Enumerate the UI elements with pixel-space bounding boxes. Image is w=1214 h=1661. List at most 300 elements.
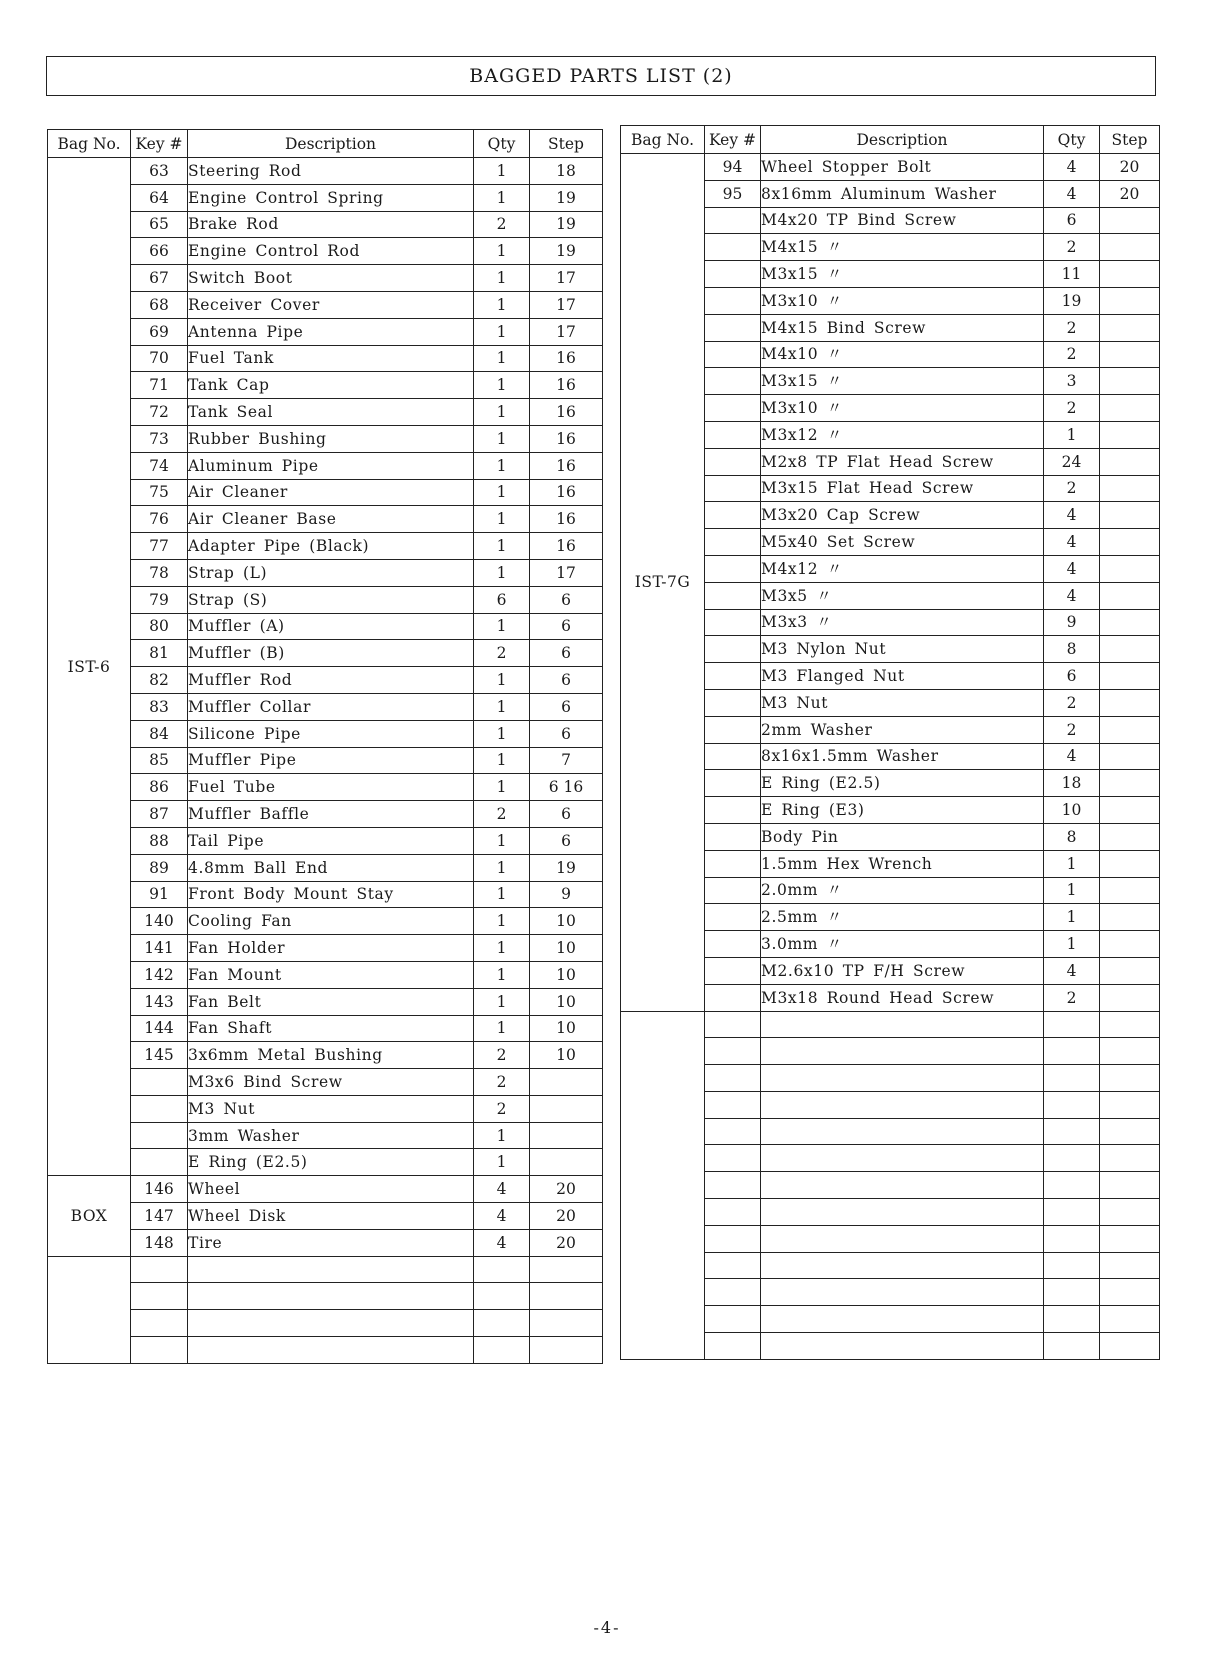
step-cell <box>1100 931 1160 958</box>
qty-cell: 1 <box>474 291 530 318</box>
description-cell: Air Cleaner <box>188 479 474 506</box>
qty-cell <box>1044 1199 1100 1226</box>
table-row <box>48 265 603 292</box>
step-cell <box>530 1337 603 1364</box>
description-cell: Cooling Fan <box>188 908 474 935</box>
description-cell: Engine Control Spring <box>188 184 474 211</box>
table-row <box>48 1095 603 1122</box>
table-row <box>48 1069 603 1096</box>
key-cell: 85 <box>131 747 188 774</box>
qty-cell <box>1044 1252 1100 1279</box>
bag-number-cell <box>48 1256 131 1363</box>
key-cell <box>705 529 761 556</box>
step-cell: 6 <box>530 827 603 854</box>
key-cell: 74 <box>131 452 188 479</box>
step-cell <box>1100 689 1160 716</box>
step-cell: 20 <box>530 1229 603 1256</box>
key-cell: 83 <box>131 693 188 720</box>
key-cell <box>705 1172 761 1199</box>
description-cell: M3x18 Round Head Screw <box>761 984 1044 1011</box>
qty-cell: 24 <box>1044 448 1100 475</box>
qty-cell: 1 <box>1044 850 1100 877</box>
qty-cell: 2 <box>474 640 530 667</box>
step-cell: 20 <box>530 1203 603 1230</box>
key-cell <box>705 904 761 931</box>
qty-cell: 2 <box>1044 395 1100 422</box>
step-cell <box>1100 609 1160 636</box>
step-cell: 10 <box>530 1042 603 1069</box>
description-cell: Strap (L) <box>188 559 474 586</box>
description-cell: 1.5mm Hex Wrench <box>761 850 1044 877</box>
table-row <box>48 211 603 238</box>
qty-cell: 1 <box>474 935 530 962</box>
key-cell <box>705 475 761 502</box>
description-cell: Antenna Pipe <box>188 318 474 345</box>
key-cell: 72 <box>131 399 188 426</box>
step-cell <box>1100 341 1160 368</box>
description-cell: Wheel Stopper Bolt <box>761 154 1044 181</box>
qty-cell <box>474 1256 530 1283</box>
step-cell: 20 <box>1100 154 1160 181</box>
description-cell: Fuel Tube <box>188 774 474 801</box>
qty-cell <box>1044 1065 1100 1092</box>
qty-cell: 6 <box>1044 207 1100 234</box>
description-cell: M3x6 Bind Screw <box>188 1069 474 1096</box>
key-cell <box>705 1091 761 1118</box>
step-cell <box>1100 1199 1160 1226</box>
step-cell <box>1100 743 1160 770</box>
key-cell: 95 <box>705 180 761 207</box>
qty-cell <box>1044 1279 1100 1306</box>
table-row <box>48 372 603 399</box>
description-cell: Tire <box>188 1229 474 1256</box>
key-cell: 64 <box>131 184 188 211</box>
qty-cell: 4 <box>474 1203 530 1230</box>
qty-cell: 9 <box>1044 609 1100 636</box>
table-row <box>48 720 603 747</box>
qty-cell: 19 <box>1044 287 1100 314</box>
parts-table-right <box>620 125 1160 1360</box>
header-step: Step <box>530 130 603 158</box>
qty-cell <box>1044 1333 1100 1360</box>
qty-cell: 1 <box>474 265 530 292</box>
step-cell <box>1100 797 1160 824</box>
step-cell: 10 <box>530 1015 603 1042</box>
step-cell <box>530 1149 603 1176</box>
step-cell: 19 <box>530 854 603 881</box>
key-cell <box>705 234 761 261</box>
description-cell: 4.8mm Ball End <box>188 854 474 881</box>
table-row <box>48 1015 603 1042</box>
description-cell <box>761 1225 1044 1252</box>
step-cell: 17 <box>530 291 603 318</box>
step-cell: 10 <box>530 908 603 935</box>
description-cell <box>761 1038 1044 1065</box>
key-cell <box>705 287 761 314</box>
key-cell <box>705 1225 761 1252</box>
key-cell <box>131 1122 188 1149</box>
description-cell: Tank Seal <box>188 399 474 426</box>
step-cell <box>1100 636 1160 663</box>
step-cell <box>1100 261 1160 288</box>
qty-cell <box>1044 1145 1100 1172</box>
key-cell <box>705 502 761 529</box>
key-cell <box>705 1118 761 1145</box>
qty-cell: 4 <box>474 1229 530 1256</box>
description-cell <box>761 1199 1044 1226</box>
key-cell: 66 <box>131 238 188 265</box>
step-cell: 17 <box>530 265 603 292</box>
key-cell <box>705 850 761 877</box>
qty-cell: 1 <box>1044 877 1100 904</box>
description-cell <box>761 1333 1044 1360</box>
step-cell <box>1100 1333 1160 1360</box>
step-cell <box>1100 904 1160 931</box>
key-cell: 80 <box>131 613 188 640</box>
key-cell <box>705 984 761 1011</box>
step-cell <box>1100 287 1160 314</box>
description-cell: Fan Holder <box>188 935 474 962</box>
step-cell: 6 <box>530 667 603 694</box>
description-cell: M4x12 〃 <box>761 555 1044 582</box>
key-cell <box>131 1310 188 1337</box>
step-cell <box>1100 1091 1160 1118</box>
table-row <box>48 1203 603 1230</box>
qty-cell: 2 <box>1044 475 1100 502</box>
key-cell <box>705 636 761 663</box>
qty-cell <box>1044 1011 1100 1038</box>
description-cell: Air Cleaner Base <box>188 506 474 533</box>
description-cell: M3 Nut <box>761 689 1044 716</box>
key-cell <box>705 1145 761 1172</box>
qty-cell: 1 <box>474 425 530 452</box>
key-cell <box>705 314 761 341</box>
qty-cell: 1 <box>474 693 530 720</box>
qty-cell: 1 <box>474 720 530 747</box>
qty-cell: 1 <box>474 961 530 988</box>
step-cell: 6 16 <box>530 774 603 801</box>
description-cell <box>188 1310 474 1337</box>
qty-cell: 4 <box>1044 555 1100 582</box>
table-row <box>48 935 603 962</box>
qty-cell: 1 <box>474 667 530 694</box>
table-row <box>48 693 603 720</box>
table-row <box>48 747 603 774</box>
bag-number-cell: IST-6 <box>48 158 131 1176</box>
qty-cell: 4 <box>1044 502 1100 529</box>
qty-cell: 1 <box>474 506 530 533</box>
qty-cell: 2 <box>1044 716 1100 743</box>
header-bag-no: Bag No. <box>48 130 131 158</box>
step-cell: 6 <box>530 586 603 613</box>
table-row <box>48 345 603 372</box>
key-cell <box>705 1279 761 1306</box>
step-cell <box>1100 1118 1160 1145</box>
key-cell: 147 <box>131 1203 188 1230</box>
qty-cell: 1 <box>474 318 530 345</box>
step-cell: 19 <box>530 238 603 265</box>
qty-cell: 1 <box>1044 904 1100 931</box>
qty-cell: 1 <box>474 158 530 185</box>
qty-cell: 3 <box>1044 368 1100 395</box>
key-cell <box>705 743 761 770</box>
qty-cell: 1 <box>474 613 530 640</box>
qty-cell: 1 <box>1044 421 1100 448</box>
description-cell: Steering Rod <box>188 158 474 185</box>
description-cell: Switch Boot <box>188 265 474 292</box>
qty-cell: 2 <box>474 801 530 828</box>
header-bag-no: Bag No. <box>621 126 705 154</box>
key-cell: 65 <box>131 211 188 238</box>
qty-cell: 8 <box>1044 636 1100 663</box>
key-cell: 148 <box>131 1229 188 1256</box>
table-header-row <box>621 126 1160 154</box>
description-cell: M3x10 〃 <box>761 395 1044 422</box>
description-cell: M5x40 Set Screw <box>761 529 1044 556</box>
key-cell: 71 <box>131 372 188 399</box>
key-cell <box>705 957 761 984</box>
key-cell: 94 <box>705 154 761 181</box>
table-row <box>48 586 603 613</box>
qty-cell: 2 <box>1044 341 1100 368</box>
qty-cell: 1 <box>474 1122 530 1149</box>
key-cell: 87 <box>131 801 188 828</box>
step-cell <box>1100 448 1160 475</box>
qty-cell: 1 <box>474 345 530 372</box>
step-cell <box>1100 1145 1160 1172</box>
key-cell <box>131 1283 188 1310</box>
description-cell: M3x5 〃 <box>761 582 1044 609</box>
qty-cell: 1 <box>474 479 530 506</box>
qty-cell: 1 <box>474 988 530 1015</box>
description-cell: Strap (S) <box>188 586 474 613</box>
qty-cell: 2 <box>1044 984 1100 1011</box>
description-cell: Fuel Tank <box>188 345 474 372</box>
description-cell <box>761 1091 1044 1118</box>
qty-cell: 18 <box>1044 770 1100 797</box>
key-cell: 145 <box>131 1042 188 1069</box>
step-cell <box>1100 1306 1160 1333</box>
table-row <box>48 291 603 318</box>
description-cell: Wheel <box>188 1176 474 1203</box>
description-cell <box>761 1279 1044 1306</box>
step-cell: 16 <box>530 425 603 452</box>
key-cell: 84 <box>131 720 188 747</box>
step-cell <box>1100 421 1160 448</box>
step-cell: 16 <box>530 479 603 506</box>
key-cell: 88 <box>131 827 188 854</box>
key-cell <box>705 395 761 422</box>
table-header-row <box>48 130 603 158</box>
qty-cell: 1 <box>474 881 530 908</box>
table-row <box>48 1176 603 1203</box>
table-row <box>48 1283 603 1310</box>
description-cell <box>761 1065 1044 1092</box>
key-cell <box>705 877 761 904</box>
qty-cell: 2 <box>474 211 530 238</box>
header-step: Step <box>1100 126 1160 154</box>
table-row <box>48 961 603 988</box>
key-cell: 67 <box>131 265 188 292</box>
qty-cell <box>1044 1172 1100 1199</box>
key-cell: 75 <box>131 479 188 506</box>
step-cell: 6 <box>530 720 603 747</box>
qty-cell: 6 <box>474 586 530 613</box>
table-row <box>48 774 603 801</box>
table-row <box>48 533 603 560</box>
qty-cell <box>1044 1118 1100 1145</box>
description-cell: Wheel Disk <box>188 1203 474 1230</box>
key-cell: 143 <box>131 988 188 1015</box>
qty-cell: 4 <box>1044 582 1100 609</box>
step-cell <box>1100 207 1160 234</box>
description-cell: Body Pin <box>761 823 1044 850</box>
description-cell <box>188 1256 474 1283</box>
description-cell: Rubber Bushing <box>188 425 474 452</box>
qty-cell <box>474 1283 530 1310</box>
step-cell <box>1100 314 1160 341</box>
step-cell: 19 <box>530 184 603 211</box>
qty-cell: 2 <box>1044 234 1100 261</box>
key-cell: 140 <box>131 908 188 935</box>
description-cell: E Ring (E3) <box>761 797 1044 824</box>
key-cell <box>705 931 761 958</box>
step-cell: 16 <box>530 399 603 426</box>
key-cell: 146 <box>131 1176 188 1203</box>
step-cell <box>1100 1225 1160 1252</box>
description-cell: Adapter Pipe (Black) <box>188 533 474 560</box>
step-cell: 16 <box>530 533 603 560</box>
header-key: Key # <box>705 126 761 154</box>
qty-cell: 4 <box>1044 154 1100 181</box>
qty-cell: 1 <box>474 827 530 854</box>
key-cell <box>705 207 761 234</box>
description-cell: M4x20 TP Bind Screw <box>761 207 1044 234</box>
description-cell: Aluminum Pipe <box>188 452 474 479</box>
key-cell: 82 <box>131 667 188 694</box>
table-row <box>48 908 603 935</box>
description-cell: Receiver Cover <box>188 291 474 318</box>
step-cell <box>1100 1065 1160 1092</box>
step-cell <box>1100 234 1160 261</box>
qty-cell: 2 <box>474 1042 530 1069</box>
table-row <box>48 1229 603 1256</box>
step-cell <box>1100 823 1160 850</box>
description-cell: M4x15 〃 <box>761 234 1044 261</box>
description-cell: Engine Control Rod <box>188 238 474 265</box>
step-cell <box>530 1095 603 1122</box>
key-cell <box>705 1065 761 1092</box>
step-cell: 20 <box>1100 180 1160 207</box>
step-cell: 18 <box>530 158 603 185</box>
key-cell: 76 <box>131 506 188 533</box>
key-cell <box>705 1011 761 1038</box>
step-cell: 16 <box>530 506 603 533</box>
table-row <box>48 801 603 828</box>
description-cell: Silicone Pipe <box>188 720 474 747</box>
key-cell: 77 <box>131 533 188 560</box>
description-cell: Brake Rod <box>188 211 474 238</box>
header-description: Description <box>761 126 1044 154</box>
parts-table-right-body <box>621 154 1160 1360</box>
step-cell <box>1100 716 1160 743</box>
header-key: Key # <box>131 130 188 158</box>
table-row <box>48 425 603 452</box>
key-cell <box>705 663 761 690</box>
qty-cell: 4 <box>1044 957 1100 984</box>
table-row <box>48 479 603 506</box>
key-cell <box>705 797 761 824</box>
step-cell <box>1100 502 1160 529</box>
description-cell: Muffler Collar <box>188 693 474 720</box>
key-cell: 69 <box>131 318 188 345</box>
description-cell: M2x8 TP Flat Head Screw <box>761 448 1044 475</box>
description-cell: Fan Shaft <box>188 1015 474 1042</box>
step-cell <box>530 1283 603 1310</box>
description-cell: Muffler Pipe <box>188 747 474 774</box>
qty-cell: 1 <box>1044 931 1100 958</box>
step-cell: 19 <box>530 211 603 238</box>
description-cell <box>761 1118 1044 1145</box>
key-cell <box>705 421 761 448</box>
step-cell: 17 <box>530 559 603 586</box>
key-cell <box>131 1149 188 1176</box>
step-cell <box>1100 395 1160 422</box>
description-cell <box>188 1337 474 1364</box>
qty-cell: 1 <box>474 908 530 935</box>
qty-cell: 2 <box>1044 314 1100 341</box>
qty-cell: 4 <box>1044 743 1100 770</box>
qty-cell: 1 <box>474 559 530 586</box>
step-cell: 6 <box>530 613 603 640</box>
description-cell: M3 Nut <box>188 1095 474 1122</box>
step-cell: 7 <box>530 747 603 774</box>
key-cell <box>705 689 761 716</box>
key-cell: 68 <box>131 291 188 318</box>
qty-cell: 1 <box>474 854 530 881</box>
header-description: Description <box>188 130 474 158</box>
parts-table-left-body <box>48 158 603 1364</box>
table-row <box>48 881 603 908</box>
table-row <box>48 158 603 185</box>
step-cell <box>1100 1252 1160 1279</box>
description-cell <box>761 1172 1044 1199</box>
description-cell: M3x20 Cap Screw <box>761 502 1044 529</box>
table-row <box>48 667 603 694</box>
key-cell <box>705 1038 761 1065</box>
table-row <box>48 506 603 533</box>
qty-cell: 1 <box>474 238 530 265</box>
step-cell <box>1100 1279 1160 1306</box>
key-cell <box>705 1306 761 1333</box>
step-cell: 17 <box>530 318 603 345</box>
description-cell: M4x10 〃 <box>761 341 1044 368</box>
step-cell <box>1100 957 1160 984</box>
description-cell: E Ring (E2.5) <box>188 1149 474 1176</box>
key-cell: 89 <box>131 854 188 881</box>
table-row <box>48 1149 603 1176</box>
description-cell: Muffler Baffle <box>188 801 474 828</box>
qty-cell: 2 <box>1044 689 1100 716</box>
step-cell: 16 <box>530 345 603 372</box>
description-cell: 8x16x1.5mm Washer <box>761 743 1044 770</box>
bag-number-cell: IST-7G <box>621 154 705 1012</box>
table-row <box>48 1337 603 1364</box>
qty-cell: 4 <box>1044 180 1100 207</box>
description-cell: M3x15 〃 <box>761 368 1044 395</box>
table-row <box>621 1011 1160 1038</box>
table-row <box>48 399 603 426</box>
